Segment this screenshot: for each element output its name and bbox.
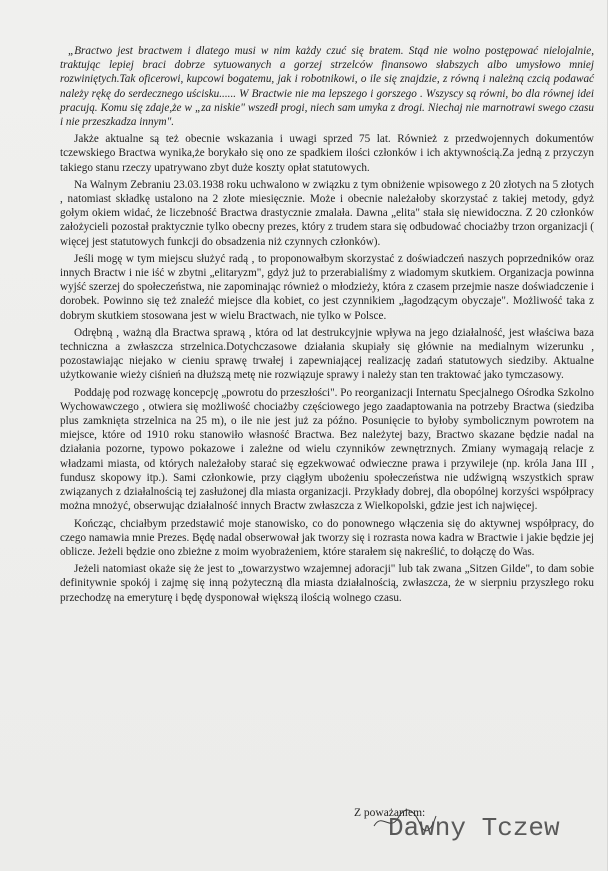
paragraph-7: Kończąc, chciałbym przedstawić moje stanowisko, co do ponownego włączenia się do aktywnej współpracy, do czego namawia mnie Prezes. Będę nadal obserwował jak tworzy się i rozrasta nowa kadra w Bractwie i jakie będzie jej oblicze. Jeżeli będzie ono zbieżne z moim wyobrażeniem, które starałem się nakreślić, to dołączę do Was. <box>60 517 594 558</box>
paragraph-4: Jeśli mogę w tym miejscu służyć radą , to proponowałbym skorzystać z doświadczeń naszych poprzedników oraz innych Bractw i nie iść w zbytni „elitaryzm", gdyż już to przerabialiśmy z wiadomym skutkiem. Organizacja powinna wyjść szerzej do społeczeństwa, nie zapominając również o młodzieży, która z czasem przejmie nasze doświadczenie i dorobek. Powinno się też znaleźć miejsce dla kobiet, co jest czynnikiem „łagodzącym obyczaje". Możliwość taka z dobrym skutkiem stosowana jest w wielu Bractwach, nie tylko w Polsce. <box>60 252 594 322</box>
paragraph-6: Poddaję pod rozwagę koncepcję „powrotu do przeszłości". Po reorganizacji Internatu Specjalnego Ośrodka Szkolno Wychowawczego , otwiera się możliwość chociażby częściowego jego zaadaptowania na potrzeby Bractwa (siedziba plus zamknięta strzelnica na 25 m), o ile nie jest już za późno. Posunięcie to byłoby symbolicznym powrotem na miejsce, które od 1910 roku stanowiło własność Bractwa. Bez należytej bazy, Bractwo skazane będzie nadal na działania pozorne, typowo pokazowe i zależne od wielu czynników zewnętrznych. Zmiany wymagają relacje z władzami miasta, od których należałoby starać się egzekwować odwieczne prawa i przywileje (np. króla Jana III , fundusz skopowy itp.). Sami członkowie, przy ciągłym ubożeniu społeczeństwa nie udźwigną wszystkich spraw związanych z działalnością tej zasłużonej dla miasta organizacji. Przykłady dobrej, dla obopólnej korzyści współpracy można mnożyć, obserwując działalność innych Bractw zwłaszcza z Wielkopolski, gdzie jest ich najwięcej. <box>60 386 594 513</box>
watermark-logo: Dawny Tczew <box>388 813 560 843</box>
paragraph-quote: „Bractwo jest bractwem i dlatego musi w nim każdy czuć się bratem. Stąd nie wolno postępować nielojalnie, traktując lepiej braci dobrze sytuowanych a gorzej strzelców finansowo słabszych albo umysłowo mniej rozwiniętych.Tak oficerowi, kupcowi bogatemu, jak i robotnikowi, o ile się znajdzie, z równą i należną czcią podawać należy rękę do serdecznego uścisku...... W Bractwie nie ma lepszego i gorszego . Wszyscy są równi, bo dla równej idei pracują. Komu się zdaje,że w „za niskie" wszedł progi, niech sam umyka z drogi. Niechaj nie marnotrawi swego czasu i nie przeszkadza innym". <box>60 45 594 129</box>
closing-salutation: Z poważaniem: <box>354 807 426 819</box>
paragraph-3: Na Walnym Zebraniu 23.03.1938 roku uchwalono w związku z tym obniżenie wpisowego z 20 złotych na 5 złotych , natomiast składkę ustalono na 2 złote miesięcznie. Może i obecnie należałoby skorzystać z takiej metody, gdyż gołym okiem widać, że liczebność Bractwa drastycznie zmalała. Dawna „elita" stała się niewidoczna. Z 20 członków założycieli pozostał praktycznie tylko obecny prezes, który z trudem stara się odbudować chociażby trzon organizacji ( więcej jest statutowych funkcji do obsadzenia niż czynnych członków). <box>60 178 594 248</box>
paragraph-8: Jeżeli natomiast okaże się że jest to „towarzystwo wzajemnej adoracji" lub tak zwana „Sitzen Gilde", to dam sobie definitywnie spokój i zajmę się inną pożyteczną dla miasta działalnością, zwłaszcza, że w sierpniu przyszłego roku przechodzę na emeryturę i będę dysponował większą ilością wolnego czasu. <box>60 563 594 604</box>
document-body <box>60 44 594 608</box>
paragraph-2: Jakże aktualne są też obecnie wskazania i uwagi sprzed 75 lat. Również z przedwojennych dokumentów tczewskiego Bractwa wynika,że borykało się ono ze spadkiem ilości członków i ich aktywnością.Za jedną z przyczyn takiego stanu rzeczy upatrywano zbyt duże koszty opłat statutowych. <box>60 133 594 174</box>
paragraph-5: Odrębną , ważną dla Bractwa sprawą , która od lat destrukcyjnie wpływa na jego działalność, jest właściwa baza techniczna a zwłaszcza strzelnica.Dotychczasowe działania skupiały się głównie na medialnym wizerunku , pozostawiając niejako w cieniu sprawę trwałej i zapewniającej realizację zadań statutowych siedziby. Aktualne użytkowanie wieży ciśnień na dłuższą metę nie rozwiązuje sprawy i należy stan ten traktować jako tymczasowy. <box>60 326 594 382</box>
